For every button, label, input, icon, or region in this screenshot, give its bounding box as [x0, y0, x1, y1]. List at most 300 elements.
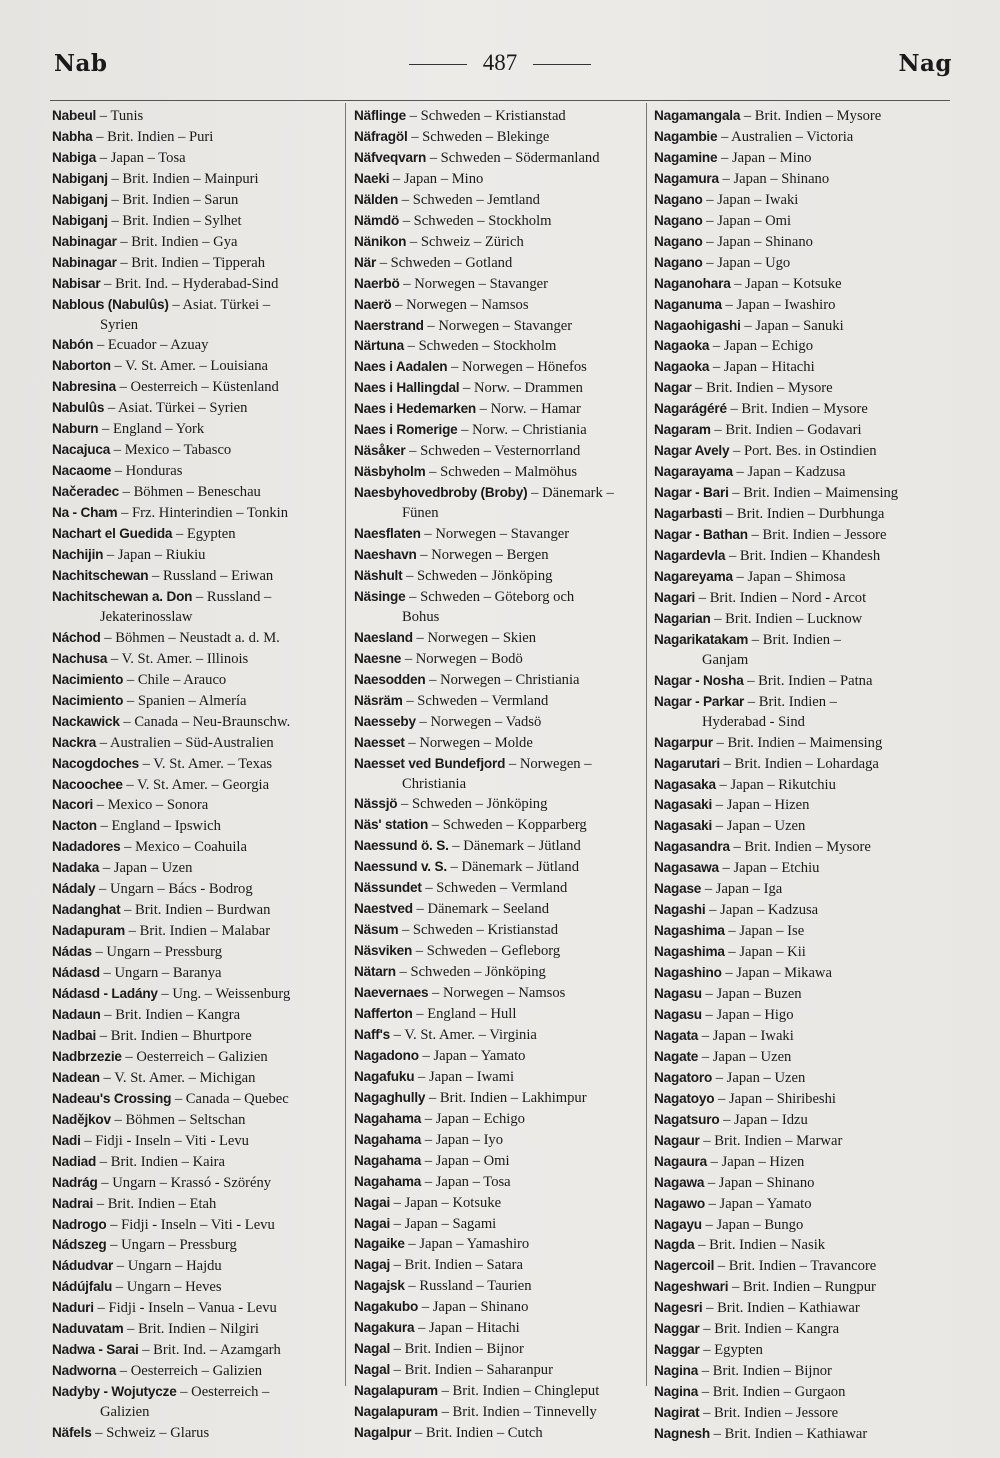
gazetteer-entry: [654, 148, 946, 169]
place-details: – Port. Bes. in Ostindien: [729, 443, 877, 460]
gazetteer-entry: [654, 1277, 946, 1298]
place-details: – Schweden – Blekinge: [407, 128, 550, 145]
place-details: – Schweden – Vermland: [402, 692, 549, 709]
place-details: – Ungarn – Pressburg: [106, 1237, 237, 1254]
place-name: Nagatoyo: [654, 1090, 715, 1106]
place-details: – Japan – Kadzusa: [732, 464, 846, 481]
gazetteer-entry: [654, 1089, 946, 1110]
place-details: – Japan – Uzen: [698, 1048, 792, 1065]
place-details: – Egypten: [699, 1342, 763, 1359]
place-name: Nagal: [354, 1362, 391, 1378]
gazetteer-entry: [52, 1382, 344, 1423]
gazetteer-entry: [354, 733, 646, 754]
gazetteer-entry: [654, 1424, 946, 1445]
place-details: – Japan – Mikawa: [721, 965, 832, 982]
place-details: – Japan – Hizen: [712, 797, 810, 814]
place-name: Nagarbasti: [654, 506, 723, 522]
gazetteer-entry: [52, 900, 344, 921]
gazetteer-entry: [52, 670, 344, 691]
gazetteer-entry: [354, 1193, 646, 1214]
place-details: – Japan – Bungo: [701, 1216, 804, 1233]
gazetteer-entry: [354, 1255, 646, 1276]
place-name: Nagalapuram: [354, 1404, 438, 1420]
place-details: – Japan – Hitachi: [414, 1320, 520, 1337]
place-details: – Oesterreich – Galizien: [121, 1048, 268, 1065]
gazetteer-entry: [654, 1047, 946, 1068]
gazetteer-entry: [354, 1318, 646, 1339]
gazetteer-entry: [654, 378, 946, 399]
gazetteer-entry: [354, 148, 646, 169]
place-name: Nacori: [52, 797, 94, 813]
gazetteer-entry: [654, 1194, 946, 1215]
place-details: – Japan – Tosa: [421, 1173, 511, 1190]
gazetteer-entry: [354, 857, 646, 878]
place-name: Naessund ö. S.: [354, 838, 449, 854]
place-details: – Russland – Eriwan: [148, 567, 274, 584]
gazetteer-entry: [52, 1194, 344, 1215]
place-name: Nagaram: [654, 422, 711, 438]
place-details: – Japan – Mino: [717, 149, 812, 166]
place-details: – Japan – Buzen: [701, 986, 802, 1003]
place-details: – Schweden – Gefleborg: [412, 943, 561, 960]
gazetteer-entry: [654, 399, 946, 420]
place-details: – Egypten: [172, 526, 236, 543]
place-name: Nagatoro: [654, 1069, 713, 1085]
place-details: – Brit. Indien – Sylhet: [107, 212, 242, 229]
place-name: Naganohara: [654, 275, 731, 291]
place-name: Nagarutari: [654, 755, 720, 771]
place-details: – Japan – Yamashiro: [404, 1236, 530, 1253]
place-details: – Japan – Omi: [421, 1152, 510, 1169]
place-name: Nadaun: [52, 1006, 101, 1022]
place-name: Näfveqvarn: [354, 149, 427, 165]
place-details: – Oesterreich – Küstenland: [115, 379, 279, 396]
place-name: Naesseby: [354, 713, 416, 729]
gazetteer-entry: [654, 1382, 946, 1403]
gazetteer-entry: [654, 127, 946, 148]
gazetteer-entry: [654, 420, 946, 441]
place-name: Nagaghully: [354, 1089, 426, 1105]
place-details: – V. St. Amer. – Virginia: [390, 1026, 537, 1043]
place-details: – Brit. Indien – Travancore: [714, 1258, 877, 1275]
place-details: – Ungarn – Heves: [112, 1279, 222, 1296]
place-name: Nagar - Parkar: [654, 693, 745, 709]
place-details-continuation: Ganjam: [702, 651, 749, 668]
gazetteer-entry: [354, 274, 646, 295]
place-details-continuation: Christiania: [402, 775, 467, 792]
gazetteer-entry: [354, 1088, 646, 1109]
place-details: – Brit. Indien – Mysore: [740, 108, 882, 124]
gazetteer-entry: [654, 504, 946, 525]
gazetteer-entry: [354, 253, 646, 274]
place-details: – Canada – Neu-Braunschw.: [119, 713, 291, 730]
place-details: – Japan – Iwaki: [702, 191, 799, 208]
place-details: – Norw. – Drammen: [459, 380, 583, 397]
gazetteer-entry: [654, 963, 946, 984]
gazetteer-entry: [654, 357, 946, 378]
place-details: – Brit. Indien – Lucknow: [710, 610, 863, 627]
gazetteer-entry: [354, 836, 646, 857]
place-name: Nádaly: [52, 881, 96, 897]
gazetteer-entry: [52, 1298, 344, 1319]
place-name: Nagayu: [654, 1216, 702, 1232]
gazetteer-entry: [354, 794, 646, 815]
gazetteer-entry: [354, 106, 646, 127]
place-name: Nadrogo: [52, 1216, 107, 1232]
place-details: – Ungarn – Krassó - Szörény: [97, 1174, 272, 1191]
place-name: Nagai: [354, 1215, 391, 1231]
gazetteer-entry: [52, 712, 344, 733]
place-details: – Brit. Indien – Patna: [743, 672, 873, 689]
place-details: – Japan – Shinano: [702, 233, 813, 250]
gazetteer-entry: [52, 1277, 344, 1298]
gazetteer-entry: [654, 274, 946, 295]
place-name: Nadaka: [52, 860, 100, 876]
place-details: – V. St. Amer. – Michigan: [99, 1069, 256, 1086]
gazetteer-entry: [654, 900, 946, 921]
place-name: Nádszeg: [52, 1237, 107, 1253]
place-details: – Brit. Indien – Lakhimpur: [425, 1089, 587, 1106]
place-details: – Brit. Indien – Maimensing: [712, 734, 883, 751]
place-name: Nabiganj: [52, 170, 108, 186]
place-details: – Brit. Indien – Sarun: [107, 191, 239, 208]
place-details: – Böhmen – Neustadt a. d. M.: [100, 629, 280, 646]
place-name: Nacimiento: [52, 692, 124, 708]
place-name: Nagamura: [654, 170, 719, 186]
place-name: Nagaur: [654, 1132, 700, 1148]
gazetteer-entry: [654, 1173, 946, 1194]
place-details: – Japan – Hizen: [707, 1153, 805, 1170]
gazetteer-entry: [354, 712, 646, 733]
place-details: – Brit. Indien – Saharanpur: [390, 1362, 553, 1379]
gazetteer-entry: [654, 671, 946, 692]
place-name: Nagano: [654, 254, 703, 270]
gazetteer-entry: [354, 649, 646, 670]
gazetteer-entry: [654, 1235, 946, 1256]
gazetteer-entry: [654, 295, 946, 316]
place-name: Nackawick: [52, 713, 120, 729]
place-details: – Japan – Kadzusa: [705, 902, 819, 919]
gazetteer-entry: [52, 1361, 344, 1382]
place-details: – Japan – Mino: [389, 170, 484, 187]
place-name: Nagina: [654, 1363, 699, 1379]
place-details: – Ungarn – Pressburg: [91, 944, 223, 961]
place-details: – Schweden – Gotland: [376, 254, 513, 271]
place-details: – Brit. Indien – Satara: [390, 1257, 523, 1274]
place-details: – Asiat. Türkei – Syrien: [104, 400, 248, 417]
gazetteer-entry: [654, 1319, 946, 1340]
gazetteer-entry: [654, 1131, 946, 1152]
place-name: Nagambie: [654, 128, 718, 144]
place-name: Nagatsuro: [654, 1111, 720, 1127]
gazetteer-entry: [52, 335, 344, 356]
place-name: Nadi: [52, 1132, 81, 1148]
gazetteer-entry: [354, 941, 646, 962]
place-name: Nagina: [654, 1384, 699, 1400]
gazetteer-entry: [654, 190, 946, 211]
gazetteer-entry: [354, 1276, 646, 1297]
gazetteer-entry: [52, 1089, 344, 1110]
place-details: – Schweden – Vermland: [421, 880, 568, 897]
place-details: – Fidji - Inseln – Vanua - Levu: [93, 1300, 277, 1317]
place-name: Naesne: [354, 650, 402, 666]
place-name: Nabón: [52, 337, 94, 353]
place-name: Naborton: [52, 358, 111, 374]
place-details: – Norwegen –: [505, 755, 592, 772]
gazetteer-entry: [52, 1110, 344, 1131]
place-name: Nablous (Nabulûs): [52, 296, 169, 312]
place-details: – Russland – Taurien: [404, 1278, 532, 1295]
gazetteer-entry: [654, 942, 946, 963]
place-name: Nadbrzezie: [52, 1048, 122, 1064]
place-details: – Norwegen – Stavanger: [423, 317, 573, 334]
place-name: Nagnesh: [654, 1426, 711, 1442]
place-name: Naganuma: [654, 296, 722, 312]
place-name: Nagda: [654, 1237, 695, 1253]
gazetteer-entry: [354, 232, 646, 253]
gazetteer-entry: [654, 169, 946, 190]
place-details: – Ungarn – Bács - Bodrog: [95, 881, 253, 898]
place-name: Nagashima: [654, 944, 725, 960]
gazetteer-entry: [354, 295, 646, 316]
gazetteer-entry: [654, 253, 946, 274]
place-name: Nätarn: [354, 964, 396, 980]
place-details: – Brit. Indien – Gurgaon: [698, 1384, 846, 1401]
place-details: – Fidji - Inseln – Viti - Levu: [106, 1216, 275, 1233]
place-details: – Brit. Indien – Mysore: [691, 380, 833, 397]
place-name: Nádudvar: [52, 1258, 114, 1274]
place-name: Nagafuku: [354, 1068, 415, 1084]
gazetteer-entry: [52, 963, 344, 984]
gazetteer-entry: [654, 837, 946, 858]
place-name: Nagirat: [654, 1405, 700, 1421]
gazetteer-entry: [354, 1339, 646, 1360]
column-divider: [646, 103, 647, 1386]
place-details: – Brit. Indien – Mysore: [726, 401, 868, 418]
place-details: – Asiat. Türkei –: [168, 296, 271, 313]
place-details: – Schweden – Jönköping: [397, 796, 548, 813]
place-name: Näflinge: [354, 108, 407, 123]
place-details: – Japan – Sagami: [390, 1215, 497, 1232]
place-name: Naes i Aadalen: [354, 359, 448, 375]
gazetteer-entry: [354, 1172, 646, 1193]
place-details: – Böhmen – Seltschan: [110, 1111, 246, 1128]
place-name: Nachusa: [52, 650, 108, 666]
place-name: Nackra: [52, 734, 97, 750]
place-name: Nagar - Nosha: [654, 672, 744, 688]
place-details: – Brit. Indien – Puri: [92, 128, 214, 145]
place-details: – Schweden – Kopparberg: [428, 817, 587, 834]
place-name: Nádasd: [52, 965, 100, 981]
gazetteer-entry: [654, 1298, 946, 1319]
gazetteer-entry: [654, 733, 946, 754]
place-name: Nádas: [52, 944, 92, 960]
gazetteer-entry: [354, 211, 646, 232]
place-details: – Schweden – Kristianstad: [398, 922, 559, 939]
gazetteer-entry: [52, 1047, 344, 1068]
place-name: Naeshavn: [354, 547, 417, 563]
place-name: Nagahama: [354, 1173, 422, 1189]
gazetteer-entry: [52, 649, 344, 670]
place-details: – Brit. Indien – Lohardaga: [720, 755, 879, 772]
column-1: [52, 106, 344, 1444]
place-name: Nagaj: [354, 1257, 391, 1273]
gazetteer-entry: [654, 879, 946, 900]
place-details: – Ungarn – Hajdu: [113, 1258, 222, 1275]
place-name: Nadworna: [52, 1363, 117, 1379]
place-name: Naesset: [354, 734, 405, 750]
place-name: Nagano: [654, 212, 703, 228]
place-name: Nadrai: [52, 1195, 94, 1211]
place-name: Nadean: [52, 1069, 100, 1085]
place-name: Nagal: [354, 1341, 391, 1357]
place-details: – Japan – Iyo: [421, 1131, 504, 1148]
place-details: – Brit. Indien – Godavari: [710, 422, 862, 439]
gazetteer-entry: [354, 566, 646, 587]
place-name: Nagashino: [654, 965, 722, 981]
place-name: Naessund v. S.: [354, 859, 447, 875]
place-name: Nagase: [654, 881, 702, 897]
gazetteer-entry: [354, 462, 646, 483]
place-name: Nagamine: [654, 149, 718, 165]
place-details: – Brit. Indien – Tipperah: [116, 254, 266, 271]
place-name: Nadyby - Wojutycze: [52, 1384, 177, 1400]
gazetteer-entry: [654, 630, 946, 671]
place-name: Náchod: [52, 629, 101, 645]
gazetteer-entry: [52, 879, 344, 900]
place-details: – Japan – Shiribeshi: [714, 1090, 836, 1107]
place-details: – England – York: [98, 421, 205, 438]
place-details: – Schweden – Göteborg och: [405, 588, 575, 605]
place-name: Nagaoka: [654, 338, 710, 354]
place-details: – Japan – Kotsuke: [730, 275, 842, 292]
gazetteer-entry: [52, 1256, 344, 1277]
header-dash-left: [409, 64, 467, 65]
place-details: – Japan – Etchiu: [718, 860, 820, 877]
place-details: – Brit. Ind. – Hyderabad-Sind: [100, 275, 279, 292]
gazetteer-entry: [52, 545, 344, 566]
place-details: – Norwegen – Bergen: [416, 547, 549, 564]
place-name: Näshult: [354, 567, 403, 583]
place-details: – Schweden – Jönköping: [402, 567, 553, 584]
gazetteer-entry: [52, 942, 344, 963]
place-details: – Japan – Kotsuke: [390, 1194, 502, 1211]
gazetteer-entry: [654, 106, 946, 127]
place-name: Nadwa - Sarai: [52, 1342, 139, 1358]
gazetteer-entry: [654, 858, 946, 879]
place-details: – Brit. Indien –: [748, 631, 841, 648]
place-name: Na - Cham: [52, 505, 118, 521]
place-name: Nagata: [654, 1027, 699, 1043]
place-details: – Norwegen – Christiania: [425, 671, 580, 688]
place-name: Nänikon: [354, 233, 407, 249]
place-details: – Brit. Indien – Nord - Arcot: [695, 589, 867, 606]
gazetteer-entry: [52, 1423, 344, 1444]
place-name: Nadanghat: [52, 902, 121, 918]
place-name: Nagasu: [654, 1006, 702, 1022]
column-3: [654, 106, 946, 1445]
gazetteer-entry: [52, 1235, 344, 1256]
place-details: – Brit. Indien – Durbhunga: [722, 506, 885, 523]
place-name: Nagasaki: [654, 797, 713, 813]
gazetteer-entry: [52, 837, 344, 858]
place-name: Naerö: [354, 296, 392, 312]
place-name: Nadrág: [52, 1174, 98, 1190]
place-name: Nadbai: [52, 1027, 97, 1043]
place-name: Nagawa: [654, 1174, 705, 1190]
gazetteer-entry: [654, 462, 946, 483]
gazetteer-entry: [354, 420, 646, 441]
page-header: [48, 50, 952, 86]
place-name: Nadadores: [52, 839, 121, 855]
place-details: – Japan – Ise: [724, 923, 805, 940]
gazetteer-entry: [354, 1381, 646, 1402]
place-details: – Japan – Echigo: [421, 1110, 525, 1127]
place-name: Nabiga: [52, 149, 97, 165]
gazetteer-entry: [654, 525, 946, 546]
place-details: – Japan – Uzen: [712, 818, 806, 835]
place-details: – Japan – Riukiu: [103, 547, 206, 564]
place-name: Nacajuca: [52, 442, 111, 458]
place-name: Näsviken: [354, 943, 413, 959]
gazetteer-entry: [52, 587, 344, 628]
place-name: Nagercoil: [654, 1258, 715, 1274]
place-name: Nagesri: [654, 1300, 703, 1316]
place-details: – Ungarn – Baranya: [99, 965, 222, 982]
place-details: – Canada – Quebec: [171, 1090, 289, 1107]
gazetteer-entry: [654, 1152, 946, 1173]
place-details: – Ung. – Weissenburg: [157, 986, 291, 1003]
gazetteer-entry: [52, 461, 344, 482]
gazetteer-entry: [654, 211, 946, 232]
place-details-continuation: Syrien: [100, 316, 139, 333]
gazetteer-entry: [654, 546, 946, 567]
place-details: – Japan – Iwami: [414, 1068, 515, 1085]
gazetteer-entry: [354, 190, 646, 211]
place-details: – Japan – Iga: [701, 881, 783, 898]
place-name: Naesflaten: [354, 526, 421, 542]
gazetteer-entry: [52, 503, 344, 524]
place-name: Načeradec: [52, 484, 119, 500]
place-details: – Japan – Iwashiro: [721, 296, 836, 313]
place-details: – Brit. Indien – Kangra: [100, 1006, 241, 1023]
gazetteer-entry: [354, 1046, 646, 1067]
gazetteer-entry: [354, 1234, 646, 1255]
gazetteer-entry: [654, 609, 946, 630]
gazetteer-entry: [52, 419, 344, 440]
place-details: – Dänemark – Jütland: [446, 859, 580, 876]
place-name: Nageshwari: [654, 1279, 729, 1295]
place-name: Nagar - Bari: [654, 485, 729, 501]
place-details: – Brit. Indien – Kathiawar: [702, 1300, 860, 1317]
place-name: Närtuna: [354, 338, 404, 354]
place-name: När: [354, 254, 377, 270]
place-details: – Brit. Indien – Kangra: [699, 1321, 840, 1338]
place-details: – Japan – Iwaki: [698, 1027, 794, 1044]
place-details: – Schweden – Jönköping: [395, 964, 546, 981]
place-name: Nagano: [654, 191, 703, 207]
place-details: – Japan – Higo: [701, 1006, 794, 1023]
place-details: – Norwegen – Stavanger: [399, 275, 548, 292]
gazetteer-entry: [354, 483, 646, 524]
place-name: Nagaura: [654, 1153, 707, 1169]
gazetteer-entry: [52, 1005, 344, 1026]
place-name: Nagarpur: [654, 734, 713, 750]
place-details: – Schweden – Jemtland: [398, 191, 540, 208]
place-details: – Norwegen – Stavanger: [420, 526, 570, 543]
gazetteer-entry: [52, 482, 344, 503]
place-details: – Brit. Indien – Burdwan: [120, 902, 271, 919]
